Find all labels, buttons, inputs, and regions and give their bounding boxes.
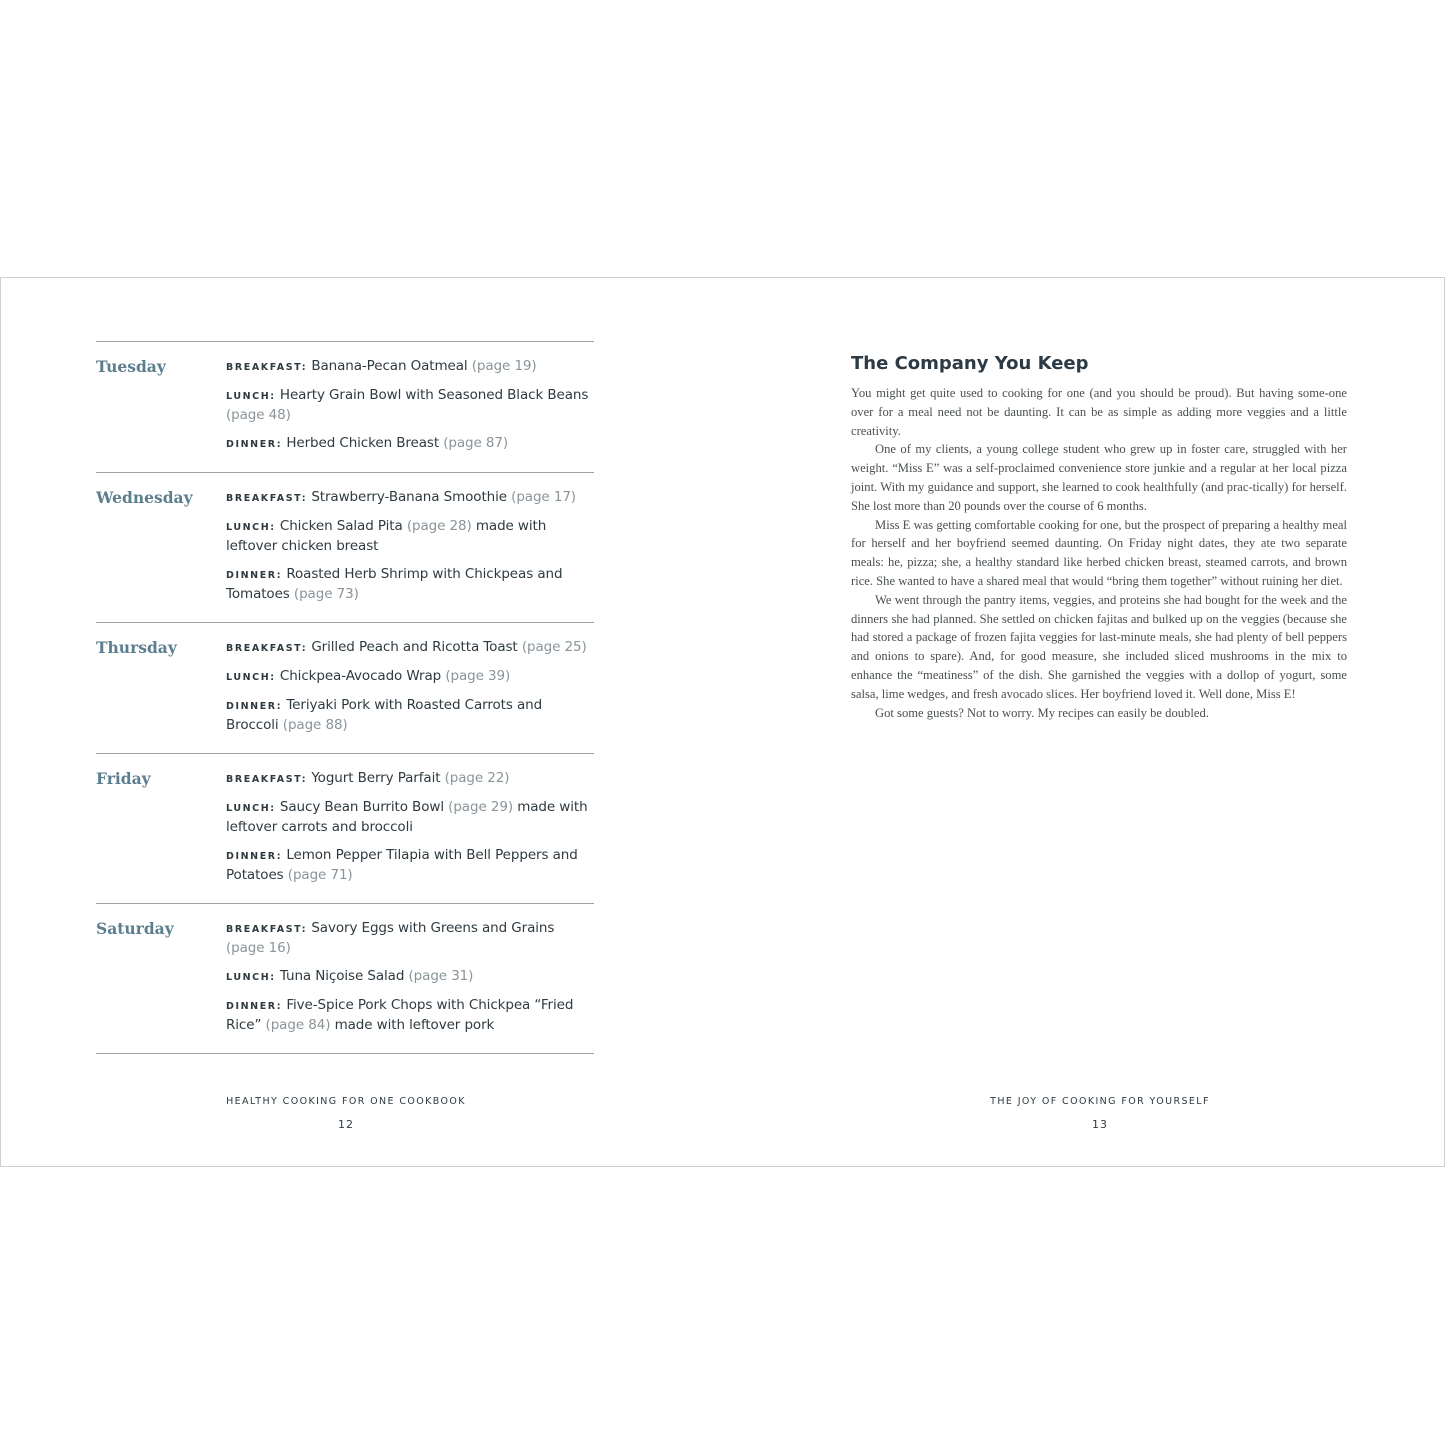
day-block [96, 903, 594, 1054]
meal-name: Five-Spice Pork Chops with Chickpea “Fried Rice” [226, 997, 574, 1033]
page-number-right: 13 [1092, 1118, 1108, 1131]
day-block [96, 753, 594, 903]
page-ref: (page 71) [287, 867, 353, 883]
day-name: Wednesday [96, 488, 193, 507]
meal-entry [226, 967, 594, 987]
page-ref: (page 73) [293, 586, 359, 602]
section-title: The Company You Keep [851, 353, 1089, 374]
meal-entry [226, 696, 594, 735]
page-ref: (page 39) [445, 668, 511, 684]
meal-note: made with leftover pork [330, 1017, 495, 1033]
meal-label: BREAKFAST: [226, 643, 308, 654]
meal-entry [226, 357, 594, 377]
page-ref: (page 88) [282, 717, 348, 733]
day-block [96, 341, 594, 472]
meal-label: LUNCH: [226, 522, 276, 533]
page-number-left: 12 [338, 1118, 354, 1131]
meal-entry [226, 565, 594, 604]
meal-name: Herbed Chicken Breast [282, 435, 444, 451]
meal-entry [226, 434, 594, 454]
page-ref: (page 48) [226, 407, 291, 423]
right-page [723, 278, 1444, 1166]
meal-name: Savory Eggs with Greens and Grains [307, 920, 555, 936]
meal-label: LUNCH: [226, 972, 276, 983]
meal-entry [226, 996, 594, 1035]
meal-list [226, 357, 594, 454]
page-ref: (page 87) [443, 435, 509, 451]
meal-entry [226, 798, 594, 837]
running-footer-left: HEALTHY COOKING FOR ONE COOKBOOK [226, 1096, 466, 1107]
day-name: Tuesday [96, 357, 166, 376]
meal-name: Grilled Peach and Ricotta Toast [307, 639, 522, 655]
paragraph: Miss E was getting comfortable cooking for one, but the prospect of preparing a healthy meal for herself and her boyfriend seemed daunting. On Friday night dates, they ate two separate meals: he, pizza; she, a healthy standard like herbed chicken breast, steamed carrots, and brown rice. She wanted to have a shared meal that would “bring them together” without ruining her diet. [851, 517, 1347, 588]
page-ref: (page 84) [265, 1017, 331, 1033]
meal-label: DINNER: [226, 439, 283, 450]
page-ref: (page 28) [406, 518, 472, 534]
running-footer-right: THE JOY OF COOKING FOR YOURSELF [990, 1096, 1210, 1107]
meal-name: Roasted Herb Shrimp with Chickpeas and Tomatoes [226, 566, 563, 602]
meal-note: made with leftover chicken breast [226, 518, 547, 554]
meal-label: DINNER: [226, 1001, 283, 1012]
meal-list [226, 769, 594, 885]
meal-plan [96, 341, 594, 1054]
left-page [1, 278, 721, 1166]
page-ref: (page 19) [471, 358, 537, 374]
meal-entry [226, 638, 594, 658]
meal-label: DINNER: [226, 701, 283, 712]
meal-entry [226, 386, 594, 425]
meal-label: LUNCH: [226, 803, 276, 814]
meal-name: Lemon Pepper Tilapia with Bell Peppers and Potatoes [226, 847, 578, 883]
meal-list [226, 919, 594, 1035]
meal-entry [226, 488, 594, 508]
day-block [96, 622, 594, 753]
day-name: Friday [96, 769, 151, 788]
day-name: Saturday [96, 919, 174, 938]
meal-name: Tuna Niçoise Salad [275, 968, 409, 984]
meal-entry [226, 517, 594, 556]
meal-entry [226, 667, 594, 687]
meal-name: Strawberry-Banana Smoothie [307, 489, 512, 505]
page-ref: (page 17) [511, 489, 576, 505]
meal-list [226, 488, 594, 604]
meal-list [226, 638, 594, 735]
meal-label: DINNER: [226, 851, 283, 862]
meal-name: Chicken Salad Pita [275, 518, 407, 534]
page-ref: (page 29) [448, 799, 513, 815]
meal-label: BREAKFAST: [226, 924, 308, 935]
meal-label: BREAKFAST: [226, 362, 308, 373]
meal-entry [226, 919, 594, 958]
meal-name: Hearty Grain Bowl with Seasoned Black Beans [275, 387, 589, 403]
meal-name: Saucy Bean Burrito Bowl [275, 799, 449, 815]
meal-label: BREAKFAST: [226, 774, 308, 785]
meal-note: made with leftover carrots and broccoli [226, 799, 588, 835]
meal-label: LUNCH: [226, 391, 276, 402]
paragraph: You might get quite used to cooking for one (and you should be proud). But having some-one over for a meal need not be daunting. It can be as simple as adding more veggies and a little creativity. [851, 386, 1347, 438]
page-ref: (page 22) [444, 770, 510, 786]
meal-name: Yogurt Berry Parfait [307, 770, 445, 786]
meal-entry [226, 846, 594, 885]
paragraph: One of my clients, a young college student who grew up in foster care, struggled with her weight. “Miss E” was a self-proclaimed convenience store junkie and a regular at her local pizza joint. With my guidance and support, she learned to cook healthfully (and prac-tically) for herself. She lost more than 20 pounds over the course of 6 months. [851, 442, 1347, 513]
meal-entry [226, 769, 594, 789]
meal-name: Chickpea-Avocado Wrap [275, 668, 446, 684]
page-ref: (page 31) [408, 968, 474, 984]
meal-name: Teriyaki Pork with Roasted Carrots and Broccoli [226, 697, 543, 733]
paragraph: Got some guests? Not to worry. My recipes can easily be doubled. [875, 705, 1209, 720]
page-ref: (page 25) [521, 639, 587, 655]
paragraph: We went through the pantry items, veggies, and proteins she had bought for the week and the dinners she had planned. She settled on chicken fajitas and bulked up on the veggies (because she had stored a package of frozen fajita veggies for last-minute meals, she had plenty of bell peppers and onions to spare). And, for good measure, she included sliced mushrooms in the mix to enhance the “meatiness” of the dish. She garnished the veggies with a dollop of yogurt, some salsa, lime wedges, and fresh avocado slices. Her boyfriend loved it. Well done, Miss E! [851, 592, 1347, 701]
meal-label: BREAKFAST: [226, 493, 308, 504]
day-block [96, 472, 594, 622]
meal-label: LUNCH: [226, 672, 276, 683]
day-name: Thursday [96, 638, 177, 657]
meal-name: Banana-Pecan Oatmeal [307, 358, 472, 374]
page-ref: (page 16) [226, 940, 291, 956]
meal-label: DINNER: [226, 570, 283, 581]
essay [851, 353, 1347, 722]
book-spread [0, 277, 1445, 1167]
